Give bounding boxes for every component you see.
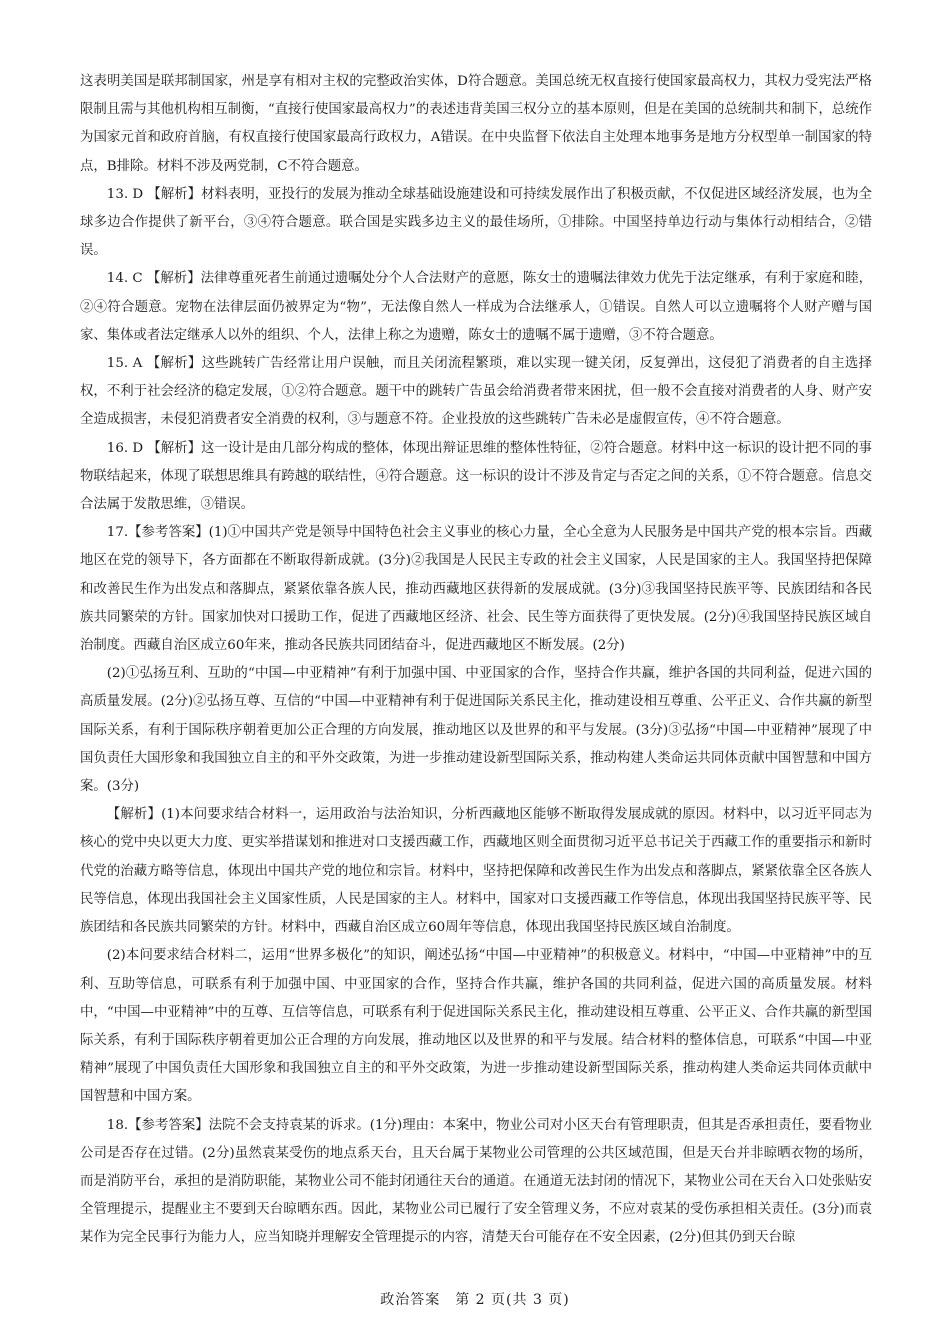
analysis-17-part-1: 【解析】(1)本问要求结合材料一，运用政治与法治知识，分析西藏地区能够不断取得发展成就的原因。材料中，以习近平同志为核心的党中央以更大力度、更实举措谋划和推进对口支援西藏工作，西藏地区则全面贯彻习近平总书记关于西藏工作的重要指示和新时代党的治藏方略等信息，体现出中国共产党的地位和宗旨。材料中，坚持把保障和改善民生作为出发点和落脚点，紧紧依靠全区各族人民等信息，体现出我国社会主义国家性质，人民是国家的主人。材料中，国家对口支援西藏工作等信息，体现出我国坚持民族平等、民族团结和各民族共同繁荣的方针。材料中，西藏自治区成立60周年等信息，体现出我国坚持民族区域自治制度。 — [80, 807, 872, 936]
answer-18: 18.【参考答案】法院不会支持袁某的诉求。(1分)理由：本案中，物业公司对小区天台有管理职责，但其是否承担责任，要看物业公司是否存在过错。(2分)虽然袁某受伤的地点系天台，且天台属于某物业公司管理的公共区域范围，但是天台并非晾晒衣物的场所，而是消防平台，承担的是消防职能，某物业公司不能封闭通往天台的通道。在通道无法封闭的情况下，某物业公司在天台入口处张贴安全管理提示，提醒业主不要到天台晾晒东西。因此，某物业公司已履行了安全管理义务，不应对袁某的受伤承担相关责任。(3分)而袁某作为完全民事行为能力人，应当知晓并理解安全管理提示的内容，清楚天台可能存在不安全因素，(2分)但其仍到天台晾 — [80, 1117, 872, 1246]
answer-17-part-2: (2)①弘扬互利、互助的“中国—中亚精神”有利于加强中国、中亚国家的合作，坚持合作共赢，维护各国的共同利益，促进六国的高质量发展。(2分)②弘扬互尊、互信的“中国—中亚精神有利于促进国际关系民主化，推动建设相互尊重、公平正义、合作共赢的新型国际关系，有利于国际秩序朝着更加公正合理的方向发展，推动地区以及世界的和平与发展。(3分)③弘扬“中国—中亚精神”展现了中国负责任大国形象和我国独立自主的和平外交政策，为进一步推动建设新型国际关系，推动构建人类命运共同体贡献中国智慧和中国方案。(3分) — [80, 666, 872, 795]
answer-17-part-1: 17.【参考答案】(1)①中国共产党是领导中国特色社会主义事业的核心力量，全心全意为人民服务是中国共产党的根本宗旨。西藏地区在党的领导下，各方面都在不断取得新成就。(3分)②我国是人民民主专政的社会主义国家，人民是国家的主人。我国坚持把保障和改善民生作为出发点和落脚点，紧紧依靠各族人民，推动西藏地区获得新的发展成就。(3分)③我国坚持民族平等、民族团结和各民族共同繁荣的方针。国家加快对口援助工作，促进了西藏地区经济、社会、民生等方面获得了更快发展。(2分)④我国坚持民族区域自治制度。西藏自治区成立60年来，推动各民族共同团结奋斗，促进西藏地区不断发展。(2分) — [80, 525, 872, 654]
answer-13: 13. D 【解析】材料表明，亚投行的发展为推动全球基础设施建设和可持续发展作出了积极贡献，不仅促进区域经济发展，也为全球多边合作提供了新平台，③④符合题意。联合国是实践多边主义的最佳场所，①排除。中国坚持单边行动与集体行动相结合，②错误。 — [80, 186, 872, 259]
analysis-17-part-2: (2)本问要求结合材料二，运用“世界多极化”的知识，阐述弘扬“中国—中亚精神”的积极意义。材料中，“中国—中亚精神”中的互利、互助等信息，可联系有利于加强中国、中亚国家的合作，坚持合作共赢，维护各国的共同利益，促进六国的高质量发展。材料中，“中国—中亚精神”中的互尊、互信等信息，可联系有利于促进国际关系民主化，推动建设相互尊重、公平正义、合作共赢的新型国际关系，有利于国际秩序朝着更加公正合理的方向发展，推动地区以及世界的和平与发展。结合材料的整体信息，可联系“中国—中亚精神”展现了中国负责任大国形象和我国独立自主的和平外交政策，为进一步推动建设新型国际关系，推动构建人类命运共同体贡献中国智慧和中国方案。 — [80, 948, 872, 1105]
answer-16: 16. D 【解析】这一设计是由几部分构成的整体，体现出辩证思维的整体性特征，②符合题意。材料中这一标识的设计把不同的事物联结起来，体现了联想思维具有跨越的联结性，④符合题意。这一标识的设计不涉及肯定与否定之间的关系，①不符合题意。信息交合法属于发散思维，③错误。 — [80, 440, 872, 513]
answer-body — [80, 68, 872, 1253]
paragraph-12-continued: 这表明美国是联邦制国家，州是享有相对主权的完整政治实体，D符合题意。美国总统无权直接行使国家最高权力，其权力受宪法严格限制且需与其他机构相互制衡，“直接行使国家最高权力”的表述违背美国三权分立的基本原则，但是在美国的总统制共和制下，总统作为国家元首和政府首脑，有权直接行使国家最高行政权力，A错误。在中央监督下依法自主处理本地事务是地方分权型单一制国家的特点，B排除。材料不涉及两党制，C不符合题意。 — [80, 74, 872, 174]
page-footer: 政治答案 第 2 页(共 3 页) — [380, 1292, 570, 1308]
answer-15: 15. A 【解析】这些跳转广告经常让用户误触，而且关闭流程繁琐，难以实现一键关闭，反复弹出，这侵犯了消费者的自主选择权，不利于社会经济的稳定发展，①②符合题意。题干中的跳转广告虽会给消费者带来困扰，但一般不会直接对消费者的人身、财产安全造成损害，未侵犯消费者安全消费的权利，③与题意不符。企业投放的这些跳转广告未必是虚假宣传，④不符合题意。 — [80, 356, 872, 428]
answer-14: 14. C 【解析】法律尊重死者生前通过遗嘱处分个人合法财产的意愿，陈女士的遗嘱法律效力优先于法定继承，有利于家庭和睦，②④符合题意。宠物在法律层面仍被界定为“物”，无法像自然人一样成为合法继承人，①错误。自然人可以立遗嘱将个人财产赠与国家、集体或者法定继承人以外的组织、个人，法律上称之为遗赠，陈女士的遗嘱不属于遗赠，③不符合题意。 — [80, 271, 872, 343]
